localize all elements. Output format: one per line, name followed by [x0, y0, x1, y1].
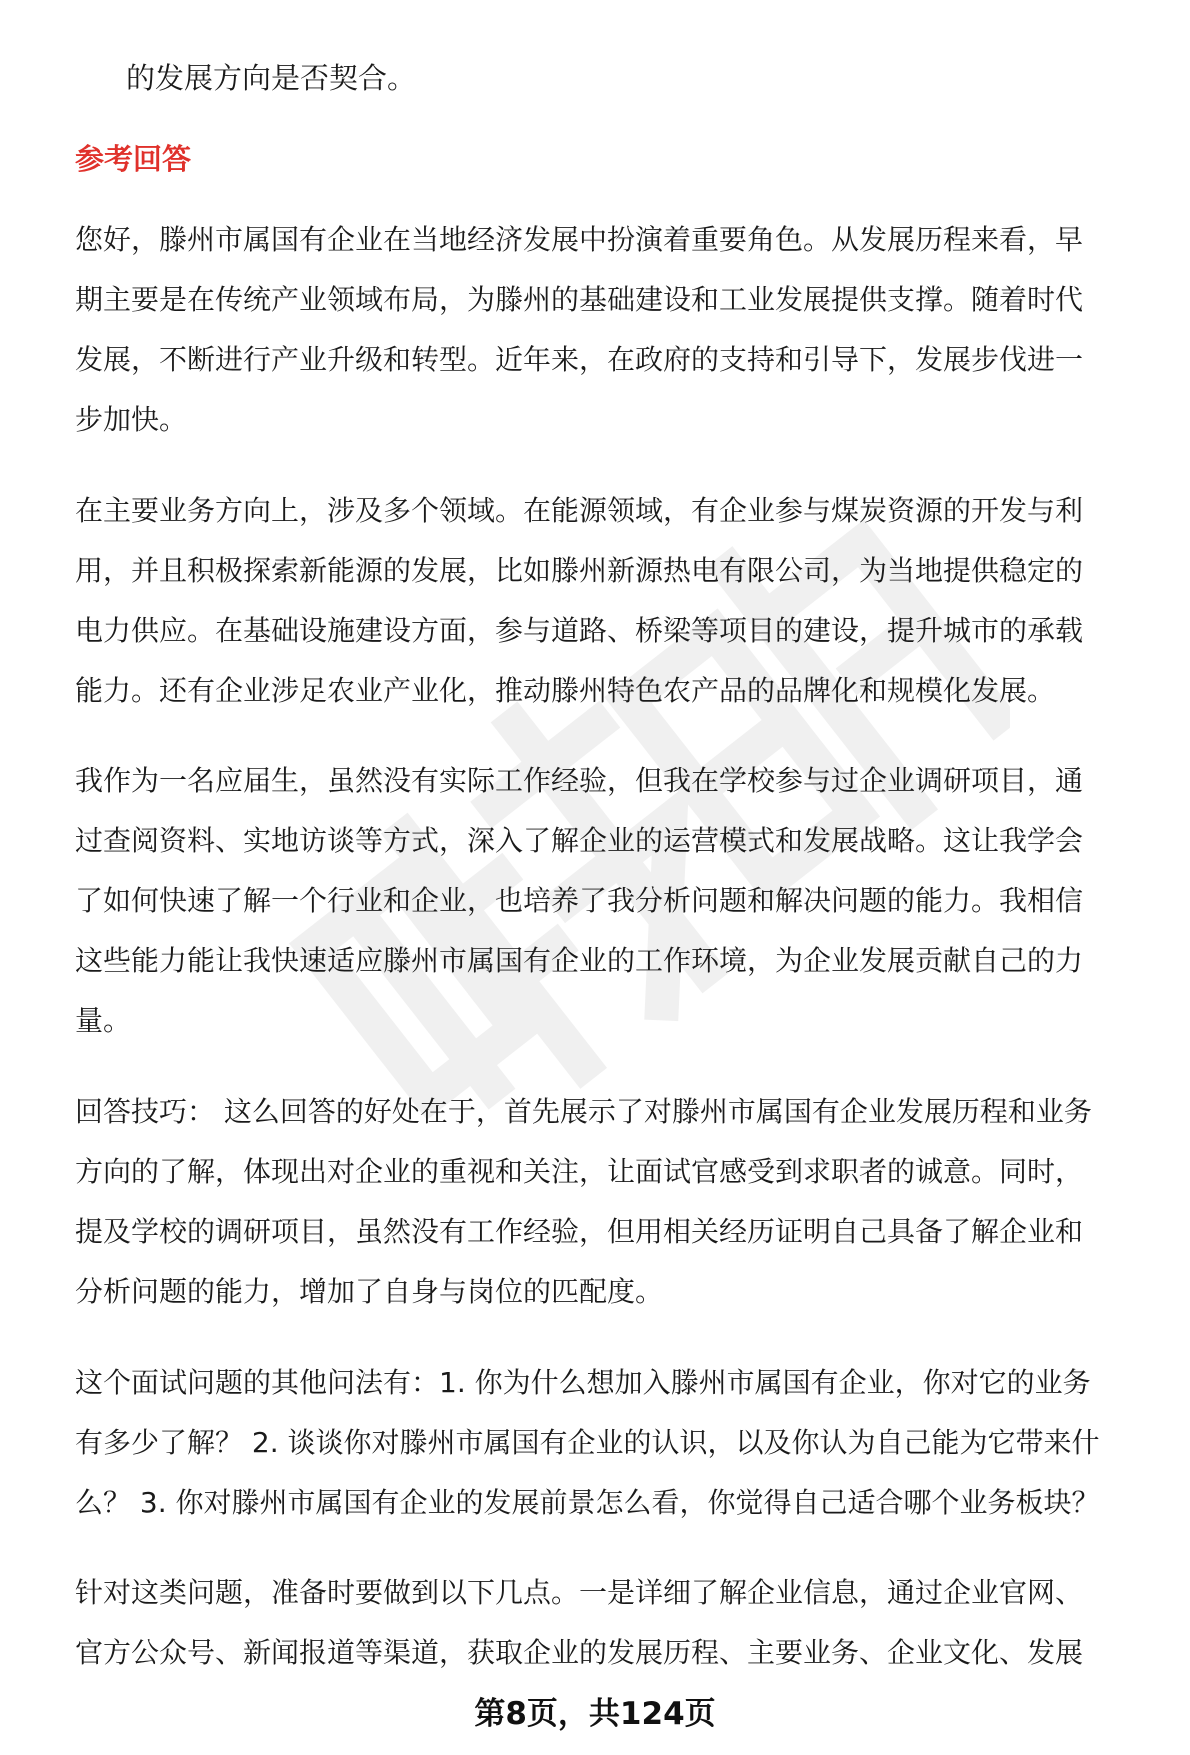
continued-text-line: 的发展方向是否契合。	[126, 61, 417, 95]
paragraph-line: 您好，滕州市属国有企业在当地经济发展中扮演着重要角色。从发展历程来看，早	[75, 223, 1084, 256]
paragraph-line: 方向的了解，体现出对企业的重视和关注，让面试官感受到求职者的诚意。同时，	[75, 1155, 1084, 1188]
paragraph-line: 回答技巧： 这么回答的好处在于，首先展示了对滕州市属国有企业发展历程和业务	[75, 1095, 1092, 1128]
paragraph-line: 有多少了解？ 2. 谈谈你对滕州市属国有企业的认识，以及你认为自己能为它带来什	[75, 1426, 1100, 1459]
paragraph-line: 分析问题的能力，增加了自身与岗位的匹配度。	[75, 1275, 664, 1308]
paragraph-line: 在主要业务方向上，涉及多个领域。在能源领域，有企业参与煤炭资源的开发与利	[75, 494, 1084, 527]
paragraph-line: 这些能力能让我快速适应滕州市属国有企业的工作环境，为企业发展贡献自己的力	[75, 944, 1084, 977]
paragraph-line: 了如何快速了解一个行业和企业，也培养了我分析问题和解决问题的能力。我相信	[75, 884, 1084, 917]
answer-paragraph-history	[75, 210, 1160, 450]
paragraph-line: 用，并且积极探索新能源的发展，比如滕州新源热电有限公司，为当地提供稳定的	[75, 554, 1084, 587]
paragraph-line: 我作为一名应届生，虽然没有实际工作经验，但我在学校参与过企业调研项目，通	[75, 764, 1084, 797]
paragraph-line: 电力供应。在基础设施建设方面，参与道路、桥梁等项目的建设，提升城市的承载	[75, 614, 1084, 647]
paragraph-line: 么？ 3. 你对滕州市属国有企业的发展前景怎么看，你觉得自己适合哪个业务板块？	[75, 1486, 1100, 1519]
page-number-footer: 第8页，共124页	[474, 1696, 716, 1732]
answer-tips-paragraph	[75, 1082, 1160, 1322]
reference-answer-heading: 参考回答	[75, 142, 192, 176]
paragraph-line: 量。	[75, 1004, 132, 1037]
paragraph-line: 发展，不断进行产业升级和转型。近年来，在政府的支持和引导下，发展步伐进一	[75, 343, 1084, 376]
paragraph-line: 过查阅资料、实地访谈等方式，深入了解企业的运营模式和发展战略。这让我学会	[75, 824, 1084, 857]
paragraph-line: 针对这类问题，准备时要做到以下几点。一是详细了解企业信息，通过企业官网、	[75, 1576, 1084, 1609]
paragraph-line: 提及学校的调研项目，虽然没有工作经验，但用相关经历证明自己具备了解企业和	[75, 1215, 1084, 1248]
paragraph-line: 能力。还有企业涉足农业产业化，推动滕州特色农产品的品牌化和规模化发展。	[75, 674, 1056, 707]
answer-paragraph-experience	[75, 751, 1160, 1051]
paragraph-line: 这个面试问题的其他问法有：1. 你为什么想加入滕州市属国有企业，你对它的业务	[75, 1366, 1091, 1399]
paragraph-line: 期主要是在传统产业领域布局，为滕州的基础建设和工业发展提供支撑。随着时代	[75, 283, 1084, 316]
paragraph-line: 步加快。	[75, 403, 188, 436]
alternative-questions-paragraph	[75, 1353, 1160, 1533]
answer-paragraph-business	[75, 481, 1160, 721]
paragraph-line: 官方公众号、新闻报道等渠道，获取企业的发展历程、主要业务、企业文化、发展	[75, 1636, 1084, 1669]
preparation-advice-paragraph	[75, 1563, 1160, 1683]
